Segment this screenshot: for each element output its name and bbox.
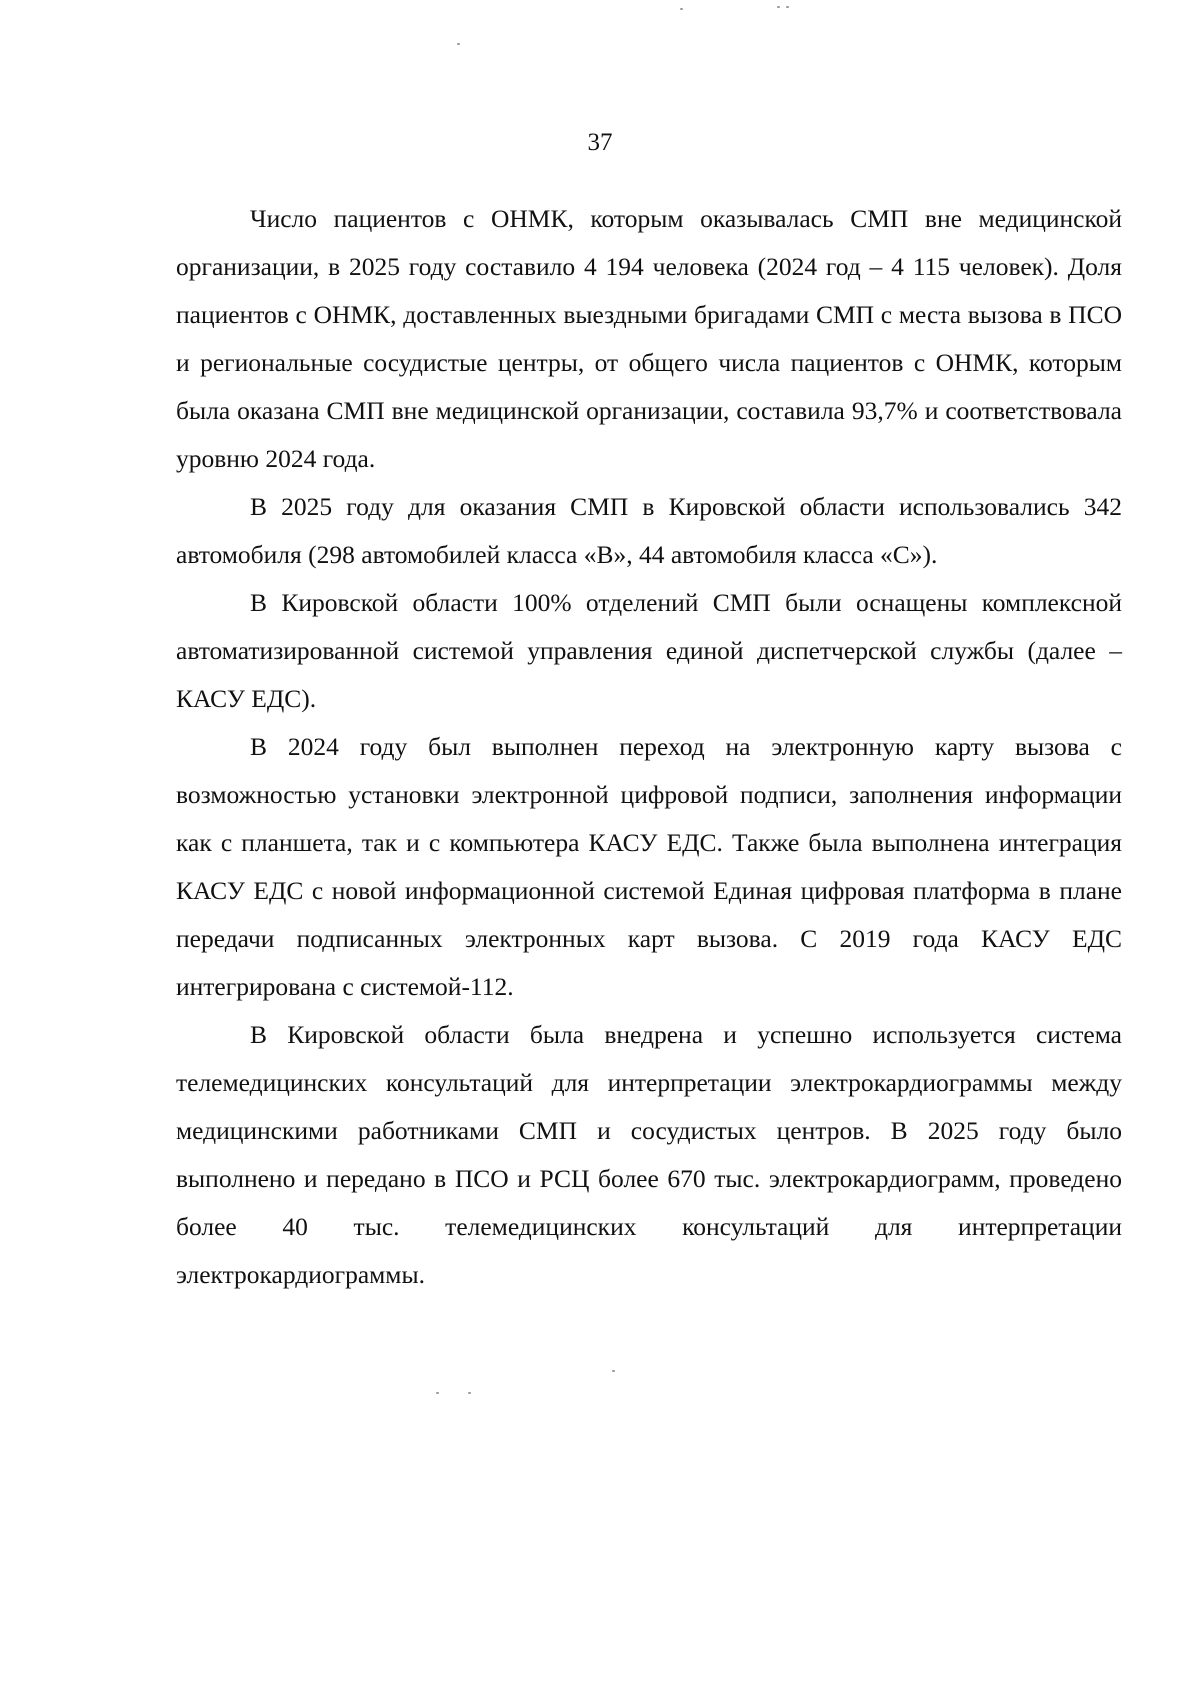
scan-speck [457, 43, 460, 45]
scan-speck [786, 6, 789, 8]
page-number: 37 [587, 129, 613, 156]
scan-speck [436, 1392, 439, 1394]
paragraph-electronic-call-card: В 2024 году был выполнен переход на электронную карту вызова с возможностью установки электронной цифровой подписи, заполнения информации как с планшета, так и с компьютера КАСУ ЕДС. Также была выполнена интеграция КАСУ ЕДС с новой информационной системой Единая цифровая платформа в плане передачи подписанных электронных карт вызова. С 2019 года КАСУ ЕДС интегрирована с системой-112. [176, 732, 1122, 1001]
scan-speck [612, 1370, 615, 1372]
paragraph-dispatch-system: В Кировской области 100% отделений СМП были оснащены комплексной автоматизированной системой управления единой диспетчерской службы (далее – КАСУ ЕДС). [176, 588, 1122, 713]
scan-speck [777, 6, 780, 8]
document-body [176, 195, 1122, 1299]
scan-speck [468, 1392, 471, 1394]
paragraph-telemedicine: В Кировской области была внедрена и успешно используется система телемедицинских консультаций для интерпретации электрокардиограммы между медицинскими работниками СМП и сосудистых центров. В 2025 году было выполнено и передано в ПСО и РСЦ более 670 тыс. электрокардиограмм, проведено более 40 тыс. телемедицинских консультаций для интерпретации электрокардиограммы. [176, 1020, 1122, 1289]
paragraph-ambulance-vehicles: В 2025 году для оказания СМП в Кировской области использовались 342 автомобиля (298 автомобилей класса «В», 44 автомобиля класса «С»). [176, 492, 1122, 569]
scan-speck [680, 8, 683, 10]
paragraph-stroke-patients: Число пациентов с ОНМК, которым оказывалась СМП вне медицинской организации, в 2025 году составило 4 194 человека (2024 год – 4 115 человек). Доля пациентов с ОНМК, доставленных выездными бригадами СМП с места вызова в ПСО и региональные сосудистые центры, от общего числа пациентов с ОНМК, которым была оказана СМП вне медицинской организации, составила 93,7% и соответствовала уровню 2024 года. [176, 204, 1122, 473]
